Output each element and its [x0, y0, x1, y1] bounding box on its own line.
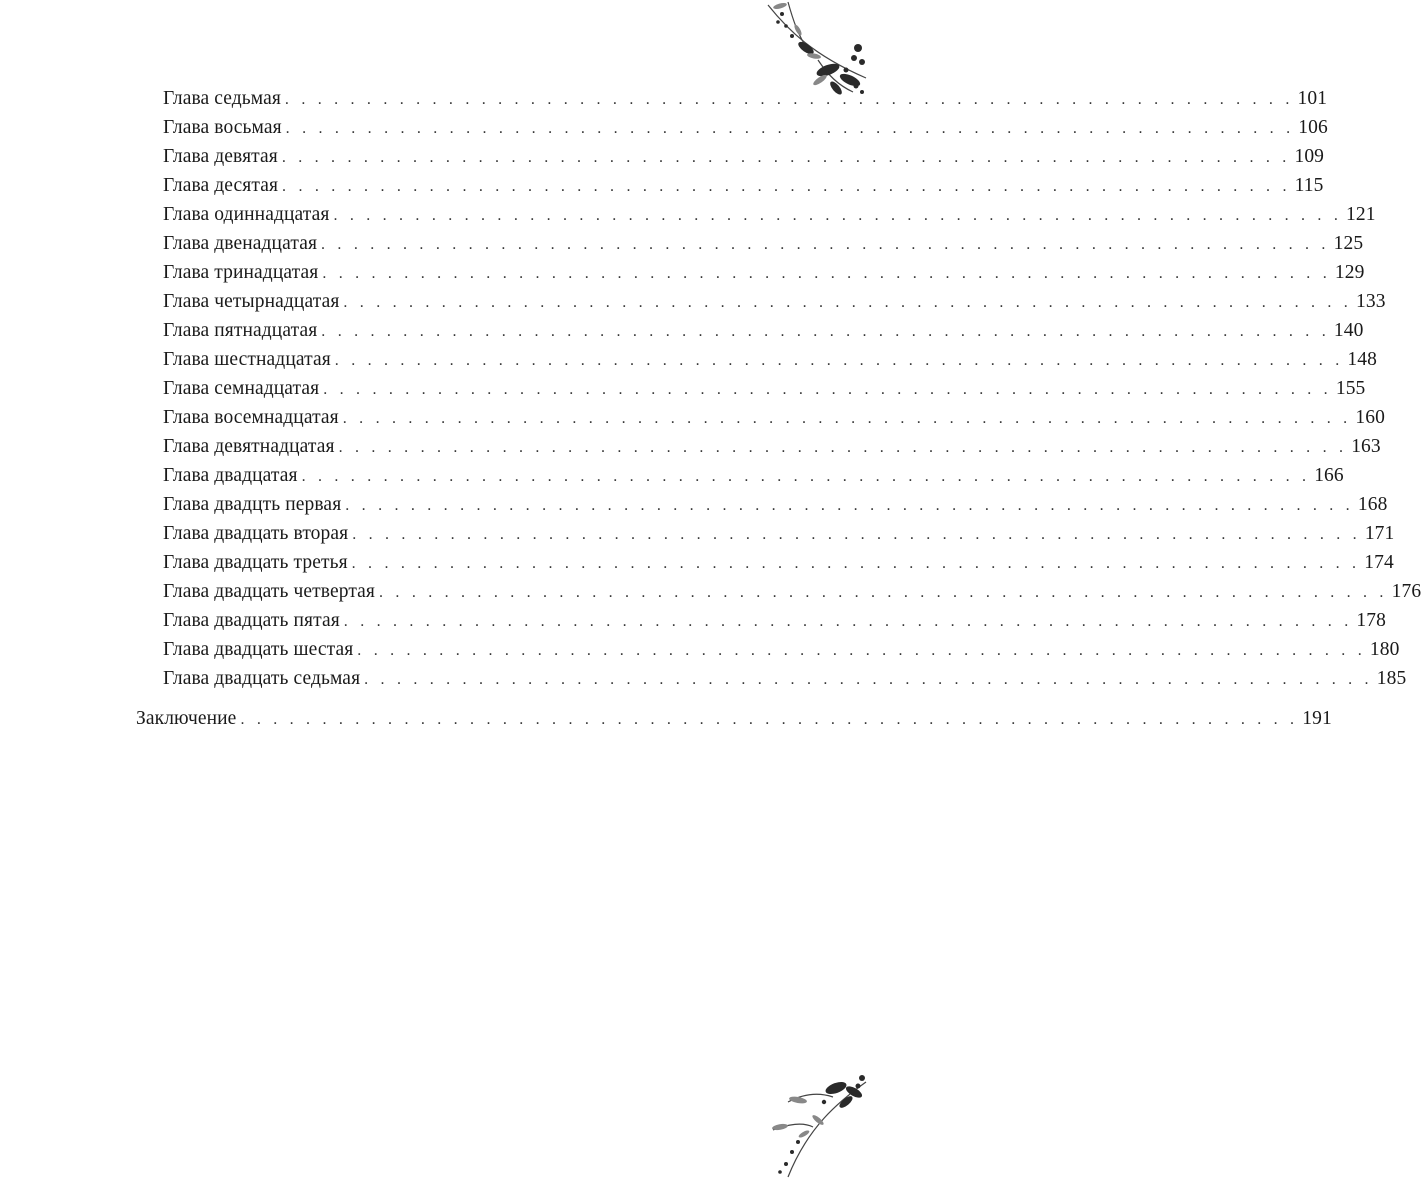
toc-entry-page: 185 [1376, 668, 1407, 689]
toc-entry-page: 129 [1334, 262, 1365, 283]
toc-entry[interactable] [163, 407, 1385, 436]
toc-dot-leader: . . . . . . . . . . . . . . . . . . . . . . . . . . . . . . . . . . . . . . . . . . . . . . . . . . . . . . . . . . . . . . [285, 120, 1295, 137]
toc-entry[interactable] [163, 320, 1364, 349]
toc-dot-leader: . . . . . . . . . . . . . . . . . . . . . . . . . . . . . . . . . . . . . . . . . . . . . . . . . . . . . . . . . . . . . . [321, 236, 1330, 253]
toc-dot-leader: . . . . . . . . . . . . . . . . . . . . . . . . . . . . . . . . . . . . . . . . . . . . . . . . . . . . . . . . . . . . . . [333, 207, 1343, 224]
toc-dot-leader: . . . . . . . . . . . . . . . . . . . . . . . . . . . . . . . . . . . . . . . . . . . . . . . . . . . . . . . . . . . . . . . . . [240, 711, 1299, 728]
toc-dot-leader: . . . . . . . . . . . . . . . . . . . . . . . . . . . . . . . . . . . . . . . . . . . . . . . . . . . . . . . . . . . . . . [338, 439, 1348, 456]
toc-entry[interactable] [163, 668, 1407, 697]
toc-entry-title: Глава двадцать вторая [163, 523, 349, 544]
toc-entry-title: Глава девятнадцатая [163, 436, 335, 457]
toc-entry-title: Глава десятая [163, 175, 279, 196]
toc-entry-title: Глава семнадцатая [163, 378, 320, 399]
toc-entry[interactable] [163, 465, 1344, 494]
toc-entry[interactable] [163, 639, 1400, 668]
floral-sprig-icon [758, 1072, 868, 1182]
toc-entry-title: Глава двадцать третья [163, 552, 348, 573]
toc-entry-page: 148 [1347, 349, 1377, 370]
toc-entry[interactable] [163, 349, 1377, 378]
toc-entry[interactable] [163, 233, 1364, 262]
toc-entry-page: 101 [1297, 88, 1328, 109]
toc-entry[interactable] [163, 291, 1386, 320]
toc-dot-leader: . . . . . . . . . . . . . . . . . . . . . . . . . . . . . . . . . . . . . . . . . . . . . . . . . . . . . . . . . . . . . . [281, 149, 1291, 166]
toc-entry[interactable] [163, 117, 1328, 146]
toc-entry-title: Глава восемнадцатая [163, 407, 339, 428]
toc-entry[interactable] [163, 581, 1421, 610]
toc-entry-title: Глава двадцатая [163, 465, 298, 486]
toc-entry-page: 160 [1355, 407, 1385, 428]
toc-entry-page: 133 [1356, 291, 1386, 312]
toc-entry[interactable] [163, 523, 1395, 552]
toc-entry-page: 140 [1333, 320, 1364, 341]
toc-entry[interactable] [163, 88, 1328, 117]
toc-dot-leader: . . . . . . . . . . . . . . . . . . . . . . . . . . . . . . . . . . . . . . . . . . . . . . . . . . . . . . . . . . . . . . [379, 584, 1388, 601]
toc-entry-page: 125 [1333, 233, 1364, 254]
toc-entry-page: 163 [1351, 436, 1381, 457]
toc-entry[interactable] [163, 146, 1325, 175]
toc-entry-page: 168 [1357, 494, 1388, 515]
toc-entry-title: Глава тринадцатая [163, 262, 319, 283]
toc-entry-title: Глава двадцть первая [163, 494, 342, 515]
toc-entry-page: 171 [1364, 523, 1395, 544]
toc-entry[interactable] [163, 262, 1365, 291]
toc-entry-title: Глава двадцать седьмая [163, 668, 361, 689]
toc-entry-title: Глава пятнадцатая [163, 320, 318, 341]
toc-entry-title: Глава двадцать четвертая [163, 581, 376, 602]
toc-entry-page: 109 [1294, 146, 1325, 167]
toc-dot-leader: . . . . . . . . . . . . . . . . . . . . . . . . . . . . . . . . . . . . . . . . . . . . . . . . . . . . . . . . . . . . . . [351, 555, 1361, 572]
toc-entry[interactable] [163, 552, 1394, 581]
toc-entry[interactable] [163, 204, 1376, 233]
toc-entry-title: Глава двадцать пятая [163, 610, 340, 631]
toc-entry-title: Глава одиннадцатая [163, 204, 330, 225]
toc-entry-conclusion[interactable] [136, 708, 1332, 737]
toc-entry[interactable] [163, 610, 1386, 639]
toc-entry-title: Глава шестнадцатая [163, 349, 331, 370]
toc-entry-title: Глава четырнадцатая [163, 291, 340, 312]
toc-dot-leader: . . . . . . . . . . . . . . . . . . . . . . . . . . . . . . . . . . . . . . . . . . . . . . . . . . . . . . . . . . . . . . [357, 642, 1366, 659]
toc-dot-leader: . . . . . . . . . . . . . . . . . . . . . . . . . . . . . . . . . . . . . . . . . . . . . . . . . . . . . . . . . . . . . . [345, 497, 1354, 514]
toc-entry-title: Заключение [136, 708, 237, 729]
toc-entry-page: 115 [1294, 175, 1324, 196]
floral-sprig-icon [758, 0, 868, 100]
toc-dot-leader: . . . . . . . . . . . . . . . . . . . . . . . . . . . . . . . . . . . . . . . . . . . . . . . . . . . . . . . . . . . . . . [301, 468, 1311, 485]
toc-entry-page: 106 [1298, 117, 1328, 138]
toc-entry-title: Глава седьмая [163, 88, 281, 109]
toc-entry-title: Глава восьмая [163, 117, 282, 138]
toc-dot-leader: . . . . . . . . . . . . . . . . . . . . . . . . . . . . . . . . . . . . . . . . . . . . . . . . . . . . . . . . . . . . . . [342, 410, 1352, 427]
toc-dot-leader: . . . . . . . . . . . . . . . . . . . . . . . . . . . . . . . . . . . . . . . . . . . . . . . . . . . . . . . . . . . . . . [284, 91, 1294, 108]
toc-entry-page: 166 [1314, 465, 1344, 486]
toc-entry-page: 191 [1302, 708, 1332, 729]
toc-dot-leader: . . . . . . . . . . . . . . . . . . . . . . . . . . . . . . . . . . . . . . . . . . . . . . . . . . . . . . . . . . . . . . [334, 352, 1344, 369]
toc-entry-page: 155 [1335, 378, 1366, 399]
toc-entry-title: Глава двадцать шестая [163, 639, 354, 660]
toc-entry-title: Глава девятая [163, 146, 278, 167]
toc-entry-page: 178 [1356, 610, 1386, 631]
toc-entry-page: 180 [1369, 639, 1400, 660]
toc-entry-title: Глава двенадцатая [163, 233, 318, 254]
toc-dot-leader: . . . . . . . . . . . . . . . . . . . . . . . . . . . . . . . . . . . . . . . . . . . . . . . . . . . . . . . . . . . . . . [352, 526, 1361, 543]
toc-dot-leader: . . . . . . . . . . . . . . . . . . . . . . . . . . . . . . . . . . . . . . . . . . . . . . . . . . . . . . . . . . . . . . [322, 265, 1331, 282]
toc-dot-leader: . . . . . . . . . . . . . . . . . . . . . . . . . . . . . . . . . . . . . . . . . . . . . . . . . . . . . . . . . . . . . . [364, 671, 1373, 688]
toc-dot-leader: . . . . . . . . . . . . . . . . . . . . . . . . . . . . . . . . . . . . . . . . . . . . . . . . . . . . . . . . . . . . . . [321, 323, 1330, 340]
toc-dot-leader: . . . . . . . . . . . . . . . . . . . . . . . . . . . . . . . . . . . . . . . . . . . . . . . . . . . . . . . . . . . . . . [282, 178, 1291, 195]
toc-entry[interactable] [163, 175, 1324, 204]
toc-entry-page: 176 [1391, 581, 1421, 602]
toc-entry[interactable] [163, 378, 1366, 407]
toc-entry-page: 121 [1346, 204, 1376, 225]
toc-dot-leader: . . . . . . . . . . . . . . . . . . . . . . . . . . . . . . . . . . . . . . . . . . . . . . . . . . . . . . . . . . . . . . [323, 381, 1332, 398]
toc-dot-leader: . . . . . . . . . . . . . . . . . . . . . . . . . . . . . . . . . . . . . . . . . . . . . . . . . . . . . . . . . . . . . . [343, 294, 1352, 311]
toc-entry[interactable] [163, 494, 1388, 523]
toc-entry-page: 174 [1364, 552, 1394, 573]
toc-dot-leader: . . . . . . . . . . . . . . . . . . . . . . . . . . . . . . . . . . . . . . . . . . . . . . . . . . . . . . . . . . . . . . [343, 613, 1353, 630]
toc-entry[interactable] [163, 436, 1381, 465]
